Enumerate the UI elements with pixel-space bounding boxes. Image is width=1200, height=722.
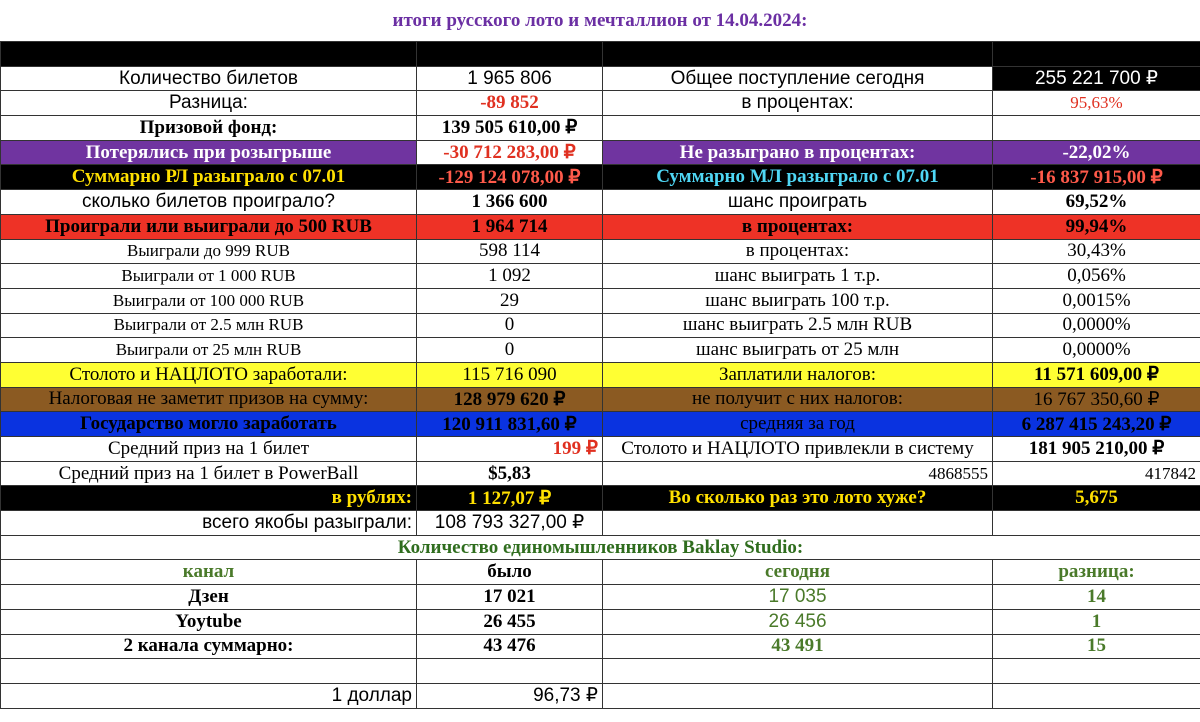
cell[interactable]: Выиграли от 1 000 RUB bbox=[1, 264, 417, 289]
cell[interactable]: Столото и НАЦЛОТО заработали: bbox=[1, 362, 417, 387]
cell[interactable]: 0 bbox=[417, 313, 603, 338]
cell[interactable]: Выиграли до 999 RUB bbox=[1, 239, 417, 264]
subscribers-title-row bbox=[1, 535, 1200, 560]
cell[interactable] bbox=[993, 511, 1200, 536]
dollar-row bbox=[1, 683, 1200, 708]
cell[interactable] bbox=[603, 116, 993, 141]
cell[interactable]: Призовой фонд: bbox=[1, 116, 417, 141]
cell[interactable]: шанс выиграть 1 т.р. bbox=[603, 264, 993, 289]
cell[interactable]: 417842 bbox=[993, 461, 1200, 486]
cell[interactable]: -30 712 283,00 ₽ bbox=[417, 140, 603, 165]
cell[interactable]: 11 571 609,00 ₽ bbox=[993, 362, 1200, 387]
column-header[interactable]: сегодня bbox=[603, 560, 993, 585]
cell[interactable]: 181 905 210,00 ₽ bbox=[993, 437, 1200, 462]
table-row bbox=[1, 165, 1200, 190]
cell[interactable] bbox=[1, 659, 417, 684]
cell[interactable]: 598 114 bbox=[417, 239, 603, 264]
cell[interactable]: Не разыграно в процентах: bbox=[603, 140, 993, 165]
cell[interactable]: 69,52% bbox=[993, 190, 1200, 215]
cell[interactable]: Заплатили налогов: bbox=[603, 362, 993, 387]
table-row bbox=[1, 511, 1200, 536]
cell[interactable]: Разница: bbox=[1, 91, 417, 116]
cell[interactable]: 2 канала суммарно: bbox=[1, 634, 417, 659]
cell[interactable]: шанс выиграть 2.5 млн RUB bbox=[603, 313, 993, 338]
cell[interactable]: Налоговая не заметит призов на сумму: bbox=[1, 387, 417, 412]
cell[interactable]: Количество билетов bbox=[1, 66, 417, 91]
cell[interactable]: средняя за год bbox=[603, 412, 993, 437]
dollar-label[interactable]: 1 доллар bbox=[1, 683, 417, 708]
table-row bbox=[1, 91, 1200, 116]
cell[interactable] bbox=[993, 683, 1200, 708]
cell[interactable]: 255 221 700 ₽ bbox=[993, 66, 1200, 91]
cell[interactable]: 273 702 150 ₽ bbox=[993, 42, 1200, 67]
lottery-summary-table bbox=[0, 41, 1200, 709]
cell[interactable]: 115 716 090 bbox=[417, 362, 603, 387]
cell[interactable]: Yoytube bbox=[1, 609, 417, 634]
cell[interactable]: в процентах: bbox=[603, 239, 993, 264]
table-row bbox=[1, 387, 1200, 412]
cell[interactable]: в процентах: bbox=[603, 91, 993, 116]
cell[interactable]: Выиграли от 100 000 RUB bbox=[1, 288, 417, 313]
cell[interactable] bbox=[603, 659, 993, 684]
cell[interactable]: 14 bbox=[993, 585, 1200, 610]
subscribers-header-row bbox=[1, 560, 1200, 585]
table-row bbox=[1, 264, 1200, 289]
cell[interactable]: Столото и НАЦЛОТО привлекли в систему bbox=[603, 437, 993, 462]
cell[interactable]: 0,0000% bbox=[993, 338, 1200, 363]
cell[interactable]: Выиграли от 2.5 млн RUB bbox=[1, 313, 417, 338]
table-row bbox=[1, 412, 1200, 437]
cell[interactable]: в процентах: bbox=[603, 214, 993, 239]
table-row bbox=[1, 190, 1200, 215]
table-row bbox=[1, 585, 1200, 610]
cell[interactable]: сколько билетов проиграло? bbox=[1, 190, 417, 215]
column-header[interactable]: разница: bbox=[993, 560, 1200, 585]
cell[interactable]: 26 456 bbox=[603, 609, 993, 634]
cell[interactable]: Государство могло заработать bbox=[1, 412, 417, 437]
cell[interactable]: -129 124 078,00 ₽ bbox=[417, 165, 603, 190]
cell[interactable] bbox=[993, 116, 1200, 141]
report-title: итоги русского лото и мечталлион от 14.04.2024: bbox=[392, 10, 808, 31]
table-row bbox=[1, 42, 1200, 67]
table-row bbox=[1, 437, 1200, 462]
cell[interactable]: шанс выиграть от 25 млн bbox=[603, 338, 993, 363]
cell[interactable]: 0,056% bbox=[993, 264, 1200, 289]
cell[interactable]: 29 bbox=[417, 288, 603, 313]
table-row bbox=[1, 338, 1200, 363]
cell[interactable]: Общее поступление сегодня bbox=[603, 66, 993, 91]
cell[interactable]: не получит с них налогов: bbox=[603, 387, 993, 412]
cell[interactable]: 17 021 bbox=[417, 585, 603, 610]
cell[interactable]: Выиграли от 25 млн RUB bbox=[1, 338, 417, 363]
table-row bbox=[1, 659, 1200, 684]
cell[interactable]: -89 852 bbox=[417, 91, 603, 116]
cell[interactable]: 120 911 831,60 ₽ bbox=[417, 412, 603, 437]
cell[interactable]: 99,94% bbox=[993, 214, 1200, 239]
cell[interactable]: 43 476 bbox=[417, 634, 603, 659]
table-row bbox=[1, 362, 1200, 387]
cell[interactable]: 5,675 bbox=[993, 486, 1200, 511]
table-row bbox=[1, 140, 1200, 165]
cell[interactable]: 1 965 806 bbox=[417, 66, 603, 91]
cell[interactable]: Средний приз на 1 билет bbox=[1, 437, 417, 462]
table-row bbox=[1, 66, 1200, 91]
cell[interactable]: 199 ₽ bbox=[417, 437, 603, 462]
cell[interactable]: 1 bbox=[993, 609, 1200, 634]
cell[interactable] bbox=[603, 683, 993, 708]
dollar-value[interactable]: 96,73 ₽ bbox=[417, 683, 603, 708]
cell[interactable]: шанс проиграть bbox=[603, 190, 993, 215]
cell[interactable]: 17 035 bbox=[603, 585, 993, 610]
subscribers-title[interactable]: Количество единомышленников Baklay Studio: bbox=[1, 535, 1200, 560]
cell[interactable]: 30,43% bbox=[993, 239, 1200, 264]
cell[interactable]: 139 505 610,00 ₽ bbox=[417, 116, 603, 141]
table-row bbox=[1, 116, 1200, 141]
cell[interactable]: 0,0000% bbox=[993, 313, 1200, 338]
cell[interactable]: 95,63% bbox=[993, 91, 1200, 116]
cell[interactable]: 1 366 600 bbox=[417, 190, 603, 215]
cell[interactable]: 4868555 bbox=[603, 461, 993, 486]
table-row bbox=[1, 313, 1200, 338]
cell[interactable]: всего якобы разыграли: bbox=[1, 511, 417, 536]
cell[interactable]: Количество билетов в прошлый розыгрыш bbox=[1, 42, 417, 67]
cell[interactable]: Во сколько раз это лото хуже? bbox=[603, 486, 993, 511]
cell[interactable]: общее поступление RUB bbox=[603, 42, 993, 67]
column-header[interactable]: канал bbox=[1, 560, 417, 585]
cell[interactable]: 16 767 350,60 ₽ bbox=[993, 387, 1200, 412]
cell[interactable]: 1 092 bbox=[417, 264, 603, 289]
cell[interactable]: Средний приз на 1 билет в PowerBall bbox=[1, 461, 417, 486]
table-row bbox=[1, 239, 1200, 264]
column-header[interactable]: было bbox=[417, 560, 603, 585]
table-row bbox=[1, 461, 1200, 486]
cell[interactable]: -22,02% bbox=[993, 140, 1200, 165]
cell[interactable]: 43 491 bbox=[603, 634, 993, 659]
cell[interactable]: Проиграли или выиграли до 500 RUB bbox=[1, 214, 417, 239]
cell[interactable]: шанс выиграть 100 т.р. bbox=[603, 288, 993, 313]
cell[interactable] bbox=[603, 511, 993, 536]
cell[interactable]: 128 979 620 ₽ bbox=[417, 387, 603, 412]
cell[interactable]: 1 127,07 ₽ bbox=[417, 486, 603, 511]
cell[interactable]: 15 bbox=[993, 634, 1200, 659]
cell[interactable]: 0 bbox=[417, 338, 603, 363]
cell[interactable]: 108 793 327,00 ₽ bbox=[417, 511, 603, 536]
cell[interactable]: Суммарно МЛ разыграло с 07.01 bbox=[603, 165, 993, 190]
cell[interactable]: Суммарно РЛ разыграло с 07.01 bbox=[1, 165, 417, 190]
cell[interactable]: 26 455 bbox=[417, 609, 603, 634]
table-row bbox=[1, 214, 1200, 239]
cell[interactable]: в рублях: bbox=[1, 486, 417, 511]
cell[interactable] bbox=[417, 659, 603, 684]
cell[interactable]: 6 287 415 243,20 ₽ bbox=[993, 412, 1200, 437]
cell[interactable]: 1 964 714 bbox=[417, 214, 603, 239]
cell[interactable]: $5,83 bbox=[417, 461, 603, 486]
table-row bbox=[1, 288, 1200, 313]
cell[interactable]: Потерялись при розыгрыше bbox=[1, 140, 417, 165]
table-row bbox=[1, 609, 1200, 634]
cell[interactable]: 2 055 658 bbox=[417, 42, 603, 67]
cell[interactable]: Дзен bbox=[1, 585, 417, 610]
cell[interactable]: 0,0015% bbox=[993, 288, 1200, 313]
table-row bbox=[1, 486, 1200, 511]
cell[interactable]: -16 837 915,00 ₽ bbox=[993, 165, 1200, 190]
table-row bbox=[1, 634, 1200, 659]
cell[interactable] bbox=[993, 659, 1200, 684]
